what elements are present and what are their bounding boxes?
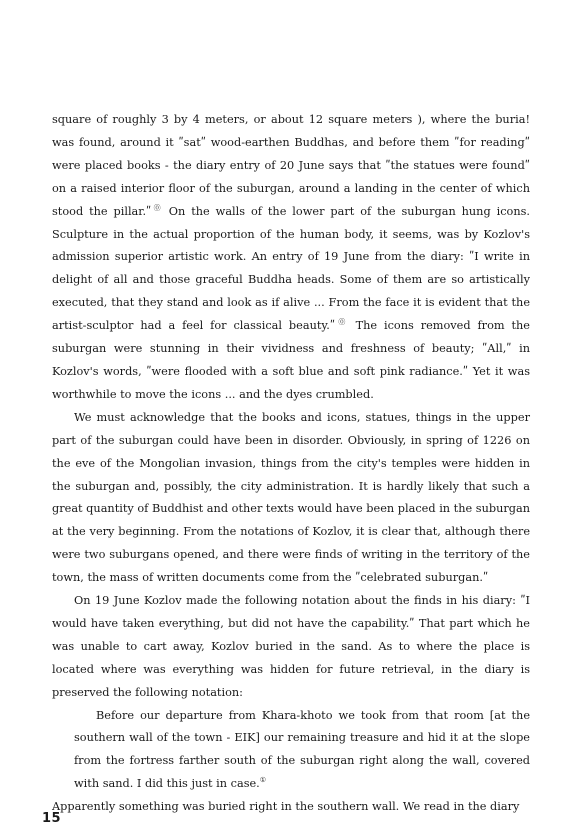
closing-line: Apparently something was buried right in the southern wall. We read in the diary xyxy=(52,800,520,814)
paragraph-2: We must acknowledge that the books and icons, statues, things in the upper part of the suburgan could have been in disorder. Obviously, in spring of 1226 on the eve of the Mongolian invasion, things from the city's temples were hidden in the suburgan and, possibly, the city administration. It is hardly likely that such a great quantity of Buddhist and other texts would have been placed in the suburgan at the very beginning. From the notations of Kozlov, it is clear that, although there were two suburgans opened, and there were finds of writing in the territory of the town, the mass of written documents come from the ʺcelebrated suburgan.ʺ xyxy=(52,410,530,585)
footnote-mark: ① xyxy=(259,776,267,785)
body-text xyxy=(52,109,530,819)
footnote-mark: ⓪ xyxy=(151,203,163,212)
footnote-mark: ⓪ xyxy=(335,318,349,327)
page-number: 15 xyxy=(42,811,62,826)
paragraph-1: square of roughly 3 by 4 meters, or about 12 square meters ), where the buria! was found, around it ʺsatʺ wood-earthen Buddhas, and before them ʺfor readingʺ were placed books - the diary entry of 20 June says that ʺthe statues were foundʺ on a raised interior floor of the suburgan, around a landing in the center of which stood the pillar.ʺ⓪ On the walls of the lower part of the suburgan hung icons. Sculpture in the actual proportion of the human body, it seems, was by Kozlov's admission superior artistic work. An entry of 19 June from the diary: ʺI write in delight of all and those graceful Buddha heads. Some of them are so artistically executed, that they stand and look as if alive ... From the face it is evident that the artist-sculptor had a feel for classical beauty.ʺ⓪ The icons removed from the suburgan were stunning in their vividness and freshness of beauty; ʺAll,ʺ in Kozlov's words, ʺwere flooded with a soft blue and soft pink radiance.ʺ Yet it was worthwhile to move the icons ... and the dyes crumbled. xyxy=(52,113,530,401)
paragraph-3: On 19 June Kozlov made the following notation about the finds in his diary: ʺI would have taken everything, but did not have the capability.ʺ That part which he was unable to cart away, Kozlov buried in the sand. As to where the place is located where was everything was hidden for future retrieval, in the diary is preserved the following notation: xyxy=(52,594,530,699)
block-quote: Before our departure from Khara-khoto we took from that room [at the southern wall of the town - EIK] our remaining treasure and hid it at the slope from the fortress farther south of the suburgan right along the wall, covered with sand. I did this just in case.① xyxy=(74,708,530,791)
